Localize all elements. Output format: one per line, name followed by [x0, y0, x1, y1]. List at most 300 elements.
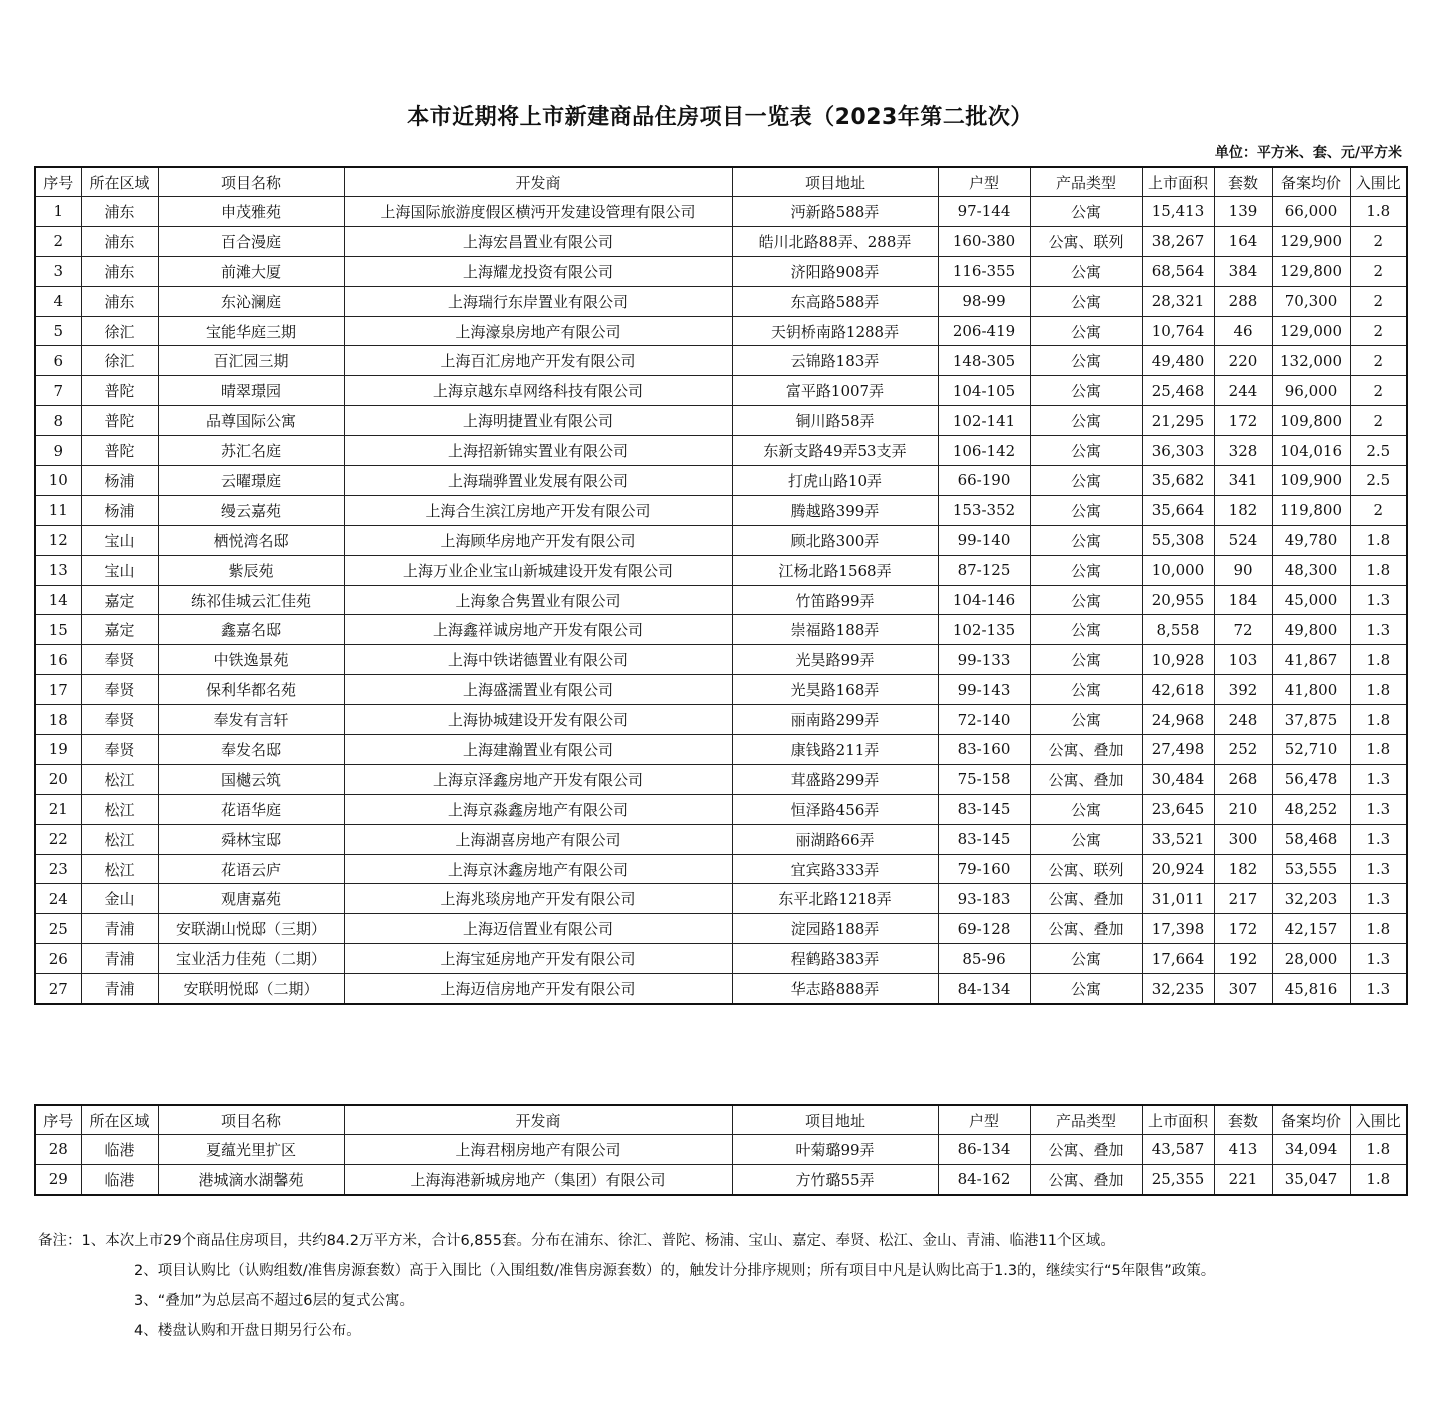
table-cell: 上海兆琰房地产开发有限公司	[344, 884, 732, 914]
table-cell: 济阳路908弄	[732, 256, 938, 286]
table-cell: 晴翠璟园	[158, 376, 344, 406]
table-cell: 公寓	[1030, 645, 1142, 675]
table-cell: 上海瑞行东岸置业有限公司	[344, 286, 732, 316]
table-cell: 丽湖路66弄	[732, 824, 938, 854]
table-cell: 153-352	[938, 495, 1030, 525]
table-cell: 32,235	[1142, 974, 1214, 1004]
table-cell: 384	[1214, 256, 1272, 286]
table-cell: 1.3	[1350, 884, 1407, 914]
table-cell: 45,000	[1272, 585, 1350, 615]
table-row	[35, 555, 1407, 585]
table-cell: 42,618	[1142, 675, 1214, 705]
table-cell: 29	[35, 1164, 81, 1194]
project-table-lingang	[34, 1104, 1408, 1196]
table-cell: 17,664	[1142, 944, 1214, 974]
table-cell: 公寓	[1030, 615, 1142, 645]
column-header: 备案均价	[1272, 1105, 1350, 1135]
table-cell: 公寓、叠加	[1030, 764, 1142, 794]
table-cell: 55,308	[1142, 525, 1214, 555]
table-cell: 182	[1214, 854, 1272, 884]
table-cell: 公寓、叠加	[1030, 884, 1142, 914]
table-cell: 品尊国际公寓	[158, 406, 344, 436]
table-cell: 24,968	[1142, 705, 1214, 735]
table-cell: 35,047	[1272, 1164, 1350, 1194]
table-cell: 公寓	[1030, 316, 1142, 346]
table-cell: 27	[35, 974, 81, 1004]
table-cell: 10,928	[1142, 645, 1214, 675]
table-cell: 松江	[81, 764, 158, 794]
table-cell: 48,300	[1272, 555, 1350, 585]
table-cell: 上海京越东卓网络科技有限公司	[344, 376, 732, 406]
table-cell: 上海京沐鑫房地产有限公司	[344, 854, 732, 884]
table-cell: 21,295	[1142, 406, 1214, 436]
table-row	[35, 794, 1407, 824]
table-cell: 524	[1214, 525, 1272, 555]
table-cell: 普陀	[81, 406, 158, 436]
table-cell: 20,924	[1142, 854, 1214, 884]
table-cell: 沔新路588弄	[732, 197, 938, 227]
table-cell: 25	[35, 914, 81, 944]
table-cell: 1.8	[1350, 705, 1407, 735]
table-cell: 2	[1350, 406, 1407, 436]
table-cell: 崇福路188弄	[732, 615, 938, 645]
table-cell: 98-99	[938, 286, 1030, 316]
table-cell: 上海鑫祥诚房地产开发有限公司	[344, 615, 732, 645]
table-cell: 江杨北路1568弄	[732, 555, 938, 585]
table-cell: 116-355	[938, 256, 1030, 286]
table-cell: 丽南路299弄	[732, 705, 938, 735]
table-cell: 1.8	[1350, 675, 1407, 705]
table-cell: 75-158	[938, 764, 1030, 794]
table-cell: 70,300	[1272, 286, 1350, 316]
table-cell: 公寓	[1030, 794, 1142, 824]
note-line-1: 备注：1、本次上市29个商品住房项目，共约84.2万平方米，合计6,855套。分布在浦东、徐汇、普陀、杨浦、宝山、嘉定、奉贤、松江、金山、青浦、临港11个区域。	[38, 1233, 1115, 1249]
table-row	[35, 316, 1407, 346]
table-cell: 85-96	[938, 944, 1030, 974]
table-cell: 148-305	[938, 346, 1030, 376]
table-row	[35, 645, 1407, 675]
table-cell: 打虎山路10弄	[732, 466, 938, 496]
table-cell: 公寓、叠加	[1030, 914, 1142, 944]
table-cell: 288	[1214, 286, 1272, 316]
table-row	[35, 436, 1407, 466]
table-cell: 26	[35, 944, 81, 974]
table-cell: 99-143	[938, 675, 1030, 705]
table-cell: 安联湖山悦邸（三期）	[158, 914, 344, 944]
table-cell: 1.8	[1350, 555, 1407, 585]
table-cell: 164	[1214, 226, 1272, 256]
table-cell: 茸盛路299弄	[732, 764, 938, 794]
page-title: 本市近期将上市新建商品住房项目一览表（2023年第二批次）	[407, 105, 1033, 130]
column-header: 序号	[35, 1105, 81, 1135]
table-cell: 86-134	[938, 1135, 1030, 1165]
table-cell: 青浦	[81, 914, 158, 944]
table-cell: 20,955	[1142, 585, 1214, 615]
table-cell: 129,900	[1272, 226, 1350, 256]
table-cell: 浦东	[81, 286, 158, 316]
table-cell: 79-160	[938, 854, 1030, 884]
table-cell: 临港	[81, 1164, 158, 1194]
table-cell: 104-146	[938, 585, 1030, 615]
table-cell: 23	[35, 854, 81, 884]
table-cell: 松江	[81, 824, 158, 854]
table-cell: 百合漫庭	[158, 226, 344, 256]
table-cell: 上海建瀚置业有限公司	[344, 735, 732, 765]
table-cell: 淀园路188弄	[732, 914, 938, 944]
table-cell: 220	[1214, 346, 1272, 376]
table-cell: 上海国际旅游度假区横沔开发建设管理有限公司	[344, 197, 732, 227]
table-cell: 97-144	[938, 197, 1030, 227]
table-cell: 21	[35, 794, 81, 824]
table-cell: 248	[1214, 705, 1272, 735]
table-cell: 119,800	[1272, 495, 1350, 525]
table-cell: 申茂雅苑	[158, 197, 344, 227]
table-cell: 99-140	[938, 525, 1030, 555]
table-cell: 光昊路168弄	[732, 675, 938, 705]
table-row	[35, 1164, 1407, 1194]
table-cell: 7	[35, 376, 81, 406]
table-cell: 上海宝延房地产开发有限公司	[344, 944, 732, 974]
table-cell: 栖悦湾名邸	[158, 525, 344, 555]
table-cell: 2	[1350, 316, 1407, 346]
column-header: 项目名称	[158, 1105, 344, 1135]
table-row	[35, 525, 1407, 555]
table-cell: 天钥桥南路1288弄	[732, 316, 938, 346]
table-cell: 上海海港新城房地产（集团）有限公司	[344, 1164, 732, 1194]
column-header: 套数	[1214, 1105, 1272, 1135]
table-cell: 22	[35, 824, 81, 854]
table-cell: 19	[35, 735, 81, 765]
table-cell: 84-134	[938, 974, 1030, 1004]
table-cell: 9	[35, 436, 81, 466]
table-cell: 2	[1350, 376, 1407, 406]
table-cell: 132,000	[1272, 346, 1350, 376]
table-row	[35, 197, 1407, 227]
table-cell: 68,564	[1142, 256, 1214, 286]
table-cell: 腾越路399弄	[732, 495, 938, 525]
column-header: 所在区域	[81, 167, 158, 197]
table-cell: 港城滴水湖馨苑	[158, 1164, 344, 1194]
table-cell: 72-140	[938, 705, 1030, 735]
table-cell: 16	[35, 645, 81, 675]
table-cell: 宝山	[81, 555, 158, 585]
table-cell: 1.3	[1350, 585, 1407, 615]
table-cell: 1.8	[1350, 1164, 1407, 1194]
table-cell: 普陀	[81, 436, 158, 466]
table-cell: 109,900	[1272, 466, 1350, 496]
table-header-row	[35, 1105, 1407, 1135]
table-cell: 上海迈信置业有限公司	[344, 914, 732, 944]
table-cell: 4	[35, 286, 81, 316]
table-cell: 46	[1214, 316, 1272, 346]
table-cell: 1.3	[1350, 794, 1407, 824]
table-cell: 云曜璟庭	[158, 466, 344, 496]
table-cell: 上海宏昌置业有限公司	[344, 226, 732, 256]
table-cell: 49,800	[1272, 615, 1350, 645]
table-cell: 上海濠泉房地产有限公司	[344, 316, 732, 346]
table-cell: 程鹤路383弄	[732, 944, 938, 974]
table-cell: 上海顾华房地产开发有限公司	[344, 525, 732, 555]
table-cell: 奉贤	[81, 735, 158, 765]
table-cell: 上海盛濡置业有限公司	[344, 675, 732, 705]
table-cell: 1.3	[1350, 974, 1407, 1004]
table-cell: 鑫嘉名邸	[158, 615, 344, 645]
table-cell: 25,468	[1142, 376, 1214, 406]
table-cell: 182	[1214, 495, 1272, 525]
table-cell: 松江	[81, 854, 158, 884]
table-cell: 方竹璐55弄	[732, 1164, 938, 1194]
table-cell: 1.3	[1350, 854, 1407, 884]
column-header: 套数	[1214, 167, 1272, 197]
table-cell: 20	[35, 764, 81, 794]
column-header: 项目地址	[732, 1105, 938, 1135]
table-cell: 28	[35, 1135, 81, 1165]
table-cell: 2	[1350, 286, 1407, 316]
table-cell: 34,094	[1272, 1135, 1350, 1165]
note-line-4: 4、楼盘认购和开盘日期另行公布。	[134, 1323, 361, 1339]
table-cell: 83-145	[938, 824, 1030, 854]
notes-section	[38, 1226, 1408, 1346]
table-cell: 公寓	[1030, 256, 1142, 286]
table-cell: 184	[1214, 585, 1272, 615]
table-cell: 129,000	[1272, 316, 1350, 346]
unit-note: 单位：平方米、套、元/平方米	[1214, 145, 1402, 161]
table-cell: 99-133	[938, 645, 1030, 675]
table-cell: 413	[1214, 1135, 1272, 1165]
table-cell: 公寓	[1030, 197, 1142, 227]
table-cell: 13	[35, 555, 81, 585]
table-cell: 25,355	[1142, 1164, 1214, 1194]
table-cell: 上海招新锦实置业有限公司	[344, 436, 732, 466]
table-cell: 杨浦	[81, 495, 158, 525]
column-header: 户型	[938, 167, 1030, 197]
table-cell: 公寓	[1030, 286, 1142, 316]
table-cell: 东平北路1218弄	[732, 884, 938, 914]
table-cell: 奉贤	[81, 705, 158, 735]
column-header: 上市面积	[1142, 1105, 1214, 1135]
table-cell: 15,413	[1142, 197, 1214, 227]
table-cell: 1.3	[1350, 764, 1407, 794]
table-cell: 103	[1214, 645, 1272, 675]
table-cell: 公寓	[1030, 406, 1142, 436]
column-header: 项目地址	[732, 167, 938, 197]
table-cell: 52,710	[1272, 735, 1350, 765]
table-cell: 33,521	[1142, 824, 1214, 854]
table-cell: 392	[1214, 675, 1272, 705]
table-cell: 35,682	[1142, 466, 1214, 496]
table-cell: 104-105	[938, 376, 1030, 406]
table-cell: 1.3	[1350, 615, 1407, 645]
table-cell: 11	[35, 495, 81, 525]
table-cell: 43,587	[1142, 1135, 1214, 1165]
table-header-row	[35, 167, 1407, 197]
table-row	[35, 256, 1407, 286]
table-cell: 东沁澜庭	[158, 286, 344, 316]
table-cell: 上海中铁诺德置业有限公司	[344, 645, 732, 675]
table-cell: 307	[1214, 974, 1272, 1004]
table-cell: 东高路588弄	[732, 286, 938, 316]
table-cell: 10,000	[1142, 555, 1214, 585]
table-cell: 83-160	[938, 735, 1030, 765]
table-cell: 公寓	[1030, 436, 1142, 466]
table-cell: 14	[35, 585, 81, 615]
table-cell: 66,000	[1272, 197, 1350, 227]
table-row	[35, 824, 1407, 854]
table-cell: 宜宾路333弄	[732, 854, 938, 884]
table-row	[35, 974, 1407, 1004]
table-cell: 上海明捷置业有限公司	[344, 406, 732, 436]
table-cell: 公寓	[1030, 585, 1142, 615]
table-row	[35, 735, 1407, 765]
table-cell: 东新支路49弄53支弄	[732, 436, 938, 466]
table-cell: 公寓	[1030, 495, 1142, 525]
table-cell: 金山	[81, 884, 158, 914]
table-cell: 徐汇	[81, 316, 158, 346]
table-cell: 45,816	[1272, 974, 1350, 1004]
table-cell: 百汇园三期	[158, 346, 344, 376]
table-cell: 1	[35, 197, 81, 227]
table-cell: 公寓、叠加	[1030, 735, 1142, 765]
table-cell: 53,555	[1272, 854, 1350, 884]
table-cell: 云锦路183弄	[732, 346, 938, 376]
table-cell: 奉发有言轩	[158, 705, 344, 735]
table-cell: 83-145	[938, 794, 1030, 824]
table-cell: 公寓、叠加	[1030, 1164, 1142, 1194]
table-cell: 光昊路99弄	[732, 645, 938, 675]
table-cell: 15	[35, 615, 81, 645]
table-cell: 221	[1214, 1164, 1272, 1194]
table-cell: 217	[1214, 884, 1272, 914]
column-header: 户型	[938, 1105, 1030, 1135]
table-row	[35, 854, 1407, 884]
table-row	[35, 914, 1407, 944]
table-cell: 192	[1214, 944, 1272, 974]
table-cell: 顾北路300弄	[732, 525, 938, 555]
table-row	[35, 226, 1407, 256]
table-cell: 舜林宝邸	[158, 824, 344, 854]
table-cell: 公寓、联列	[1030, 854, 1142, 884]
table-cell: 公寓	[1030, 376, 1142, 406]
table-cell: 宝业活力佳苑（二期）	[158, 944, 344, 974]
table-row	[35, 495, 1407, 525]
table-cell: 保利华都名苑	[158, 675, 344, 705]
table-cell: 18	[35, 705, 81, 735]
table-cell: 公寓	[1030, 944, 1142, 974]
table-cell: 49,480	[1142, 346, 1214, 376]
table-cell: 38,267	[1142, 226, 1214, 256]
table-cell: 160-380	[938, 226, 1030, 256]
table-cell: 中铁逸景苑	[158, 645, 344, 675]
table-cell: 28,000	[1272, 944, 1350, 974]
table-row	[35, 376, 1407, 406]
table-cell: 公寓	[1030, 705, 1142, 735]
table-cell: 8	[35, 406, 81, 436]
table-cell: 公寓、叠加	[1030, 1135, 1142, 1165]
table-cell: 徐汇	[81, 346, 158, 376]
table-cell: 上海协城建设开发有限公司	[344, 705, 732, 735]
table-cell: 1.8	[1350, 914, 1407, 944]
table-cell: 56,478	[1272, 764, 1350, 794]
table-cell: 花语华庭	[158, 794, 344, 824]
table-cell: 35,664	[1142, 495, 1214, 525]
table-cell: 41,867	[1272, 645, 1350, 675]
table-row	[35, 406, 1407, 436]
table-cell: 58,468	[1272, 824, 1350, 854]
table-row	[35, 466, 1407, 496]
column-header: 序号	[35, 167, 81, 197]
table-cell: 上海耀龙投资有限公司	[344, 256, 732, 286]
note-line-2: 2、项目认购比（认购组数/准售房源套数）高于入围比（入围组数/准售房源套数）的，触发计分排序规则；所有项目中凡是认购比高于1.3的，继续实行“5年限售”政策。	[134, 1263, 1216, 1279]
table-cell: 244	[1214, 376, 1272, 406]
table-cell: 268	[1214, 764, 1272, 794]
table-cell: 夏蕴光里扩区	[158, 1135, 344, 1165]
table-cell: 96,000	[1272, 376, 1350, 406]
table-cell: 12	[35, 525, 81, 555]
table-cell: 300	[1214, 824, 1272, 854]
table-cell: 2.5	[1350, 436, 1407, 466]
table-cell: 172	[1214, 914, 1272, 944]
table-cell: 宝能华庭三期	[158, 316, 344, 346]
table-cell: 青浦	[81, 974, 158, 1004]
table-cell: 172	[1214, 406, 1272, 436]
table-row	[35, 944, 1407, 974]
table-cell: 浦东	[81, 197, 158, 227]
table-cell: 公寓	[1030, 824, 1142, 854]
table-row	[35, 346, 1407, 376]
table-cell: 210	[1214, 794, 1272, 824]
table-cell: 30,484	[1142, 764, 1214, 794]
table-cell: 花语云庐	[158, 854, 344, 884]
table-cell: 苏汇名庭	[158, 436, 344, 466]
table-cell: 公寓	[1030, 675, 1142, 705]
table-cell: 24	[35, 884, 81, 914]
table-cell: 87-125	[938, 555, 1030, 585]
table-cell: 1.8	[1350, 645, 1407, 675]
table-cell: 5	[35, 316, 81, 346]
table-cell: 奉贤	[81, 645, 158, 675]
table-cell: 康钱路211弄	[732, 735, 938, 765]
table-cell: 安联明悦邸（二期）	[158, 974, 344, 1004]
table-cell: 2	[1350, 256, 1407, 286]
table-cell: 公寓	[1030, 466, 1142, 496]
table-cell: 106-142	[938, 436, 1030, 466]
table-cell: 252	[1214, 735, 1272, 765]
table-cell: 49,780	[1272, 525, 1350, 555]
column-header: 入围比	[1350, 1105, 1407, 1135]
column-header: 项目名称	[158, 167, 344, 197]
table-cell: 2	[1350, 226, 1407, 256]
table-cell: 28,321	[1142, 286, 1214, 316]
table-cell: 328	[1214, 436, 1272, 466]
table-cell: 48,252	[1272, 794, 1350, 824]
table-cell: 上海百汇房地产开发有限公司	[344, 346, 732, 376]
note-line-3: 3、“叠加”为总层高不超过6层的复式公寓。	[134, 1293, 414, 1309]
project-table-main	[34, 166, 1408, 1005]
table-cell: 前滩大厦	[158, 256, 344, 286]
table-row	[35, 585, 1407, 615]
table-row	[35, 884, 1407, 914]
table-cell: 42,157	[1272, 914, 1350, 944]
table-cell: 31,011	[1142, 884, 1214, 914]
table-cell: 观唐嘉苑	[158, 884, 344, 914]
table-cell: 1.8	[1350, 735, 1407, 765]
table-cell: 10,764	[1142, 316, 1214, 346]
table-cell: 宝山	[81, 525, 158, 555]
table-cell: 2	[35, 226, 81, 256]
table-cell: 杨浦	[81, 466, 158, 496]
table-cell: 上海合生滨江房地产开发有限公司	[344, 495, 732, 525]
table-cell: 公寓	[1030, 974, 1142, 1004]
